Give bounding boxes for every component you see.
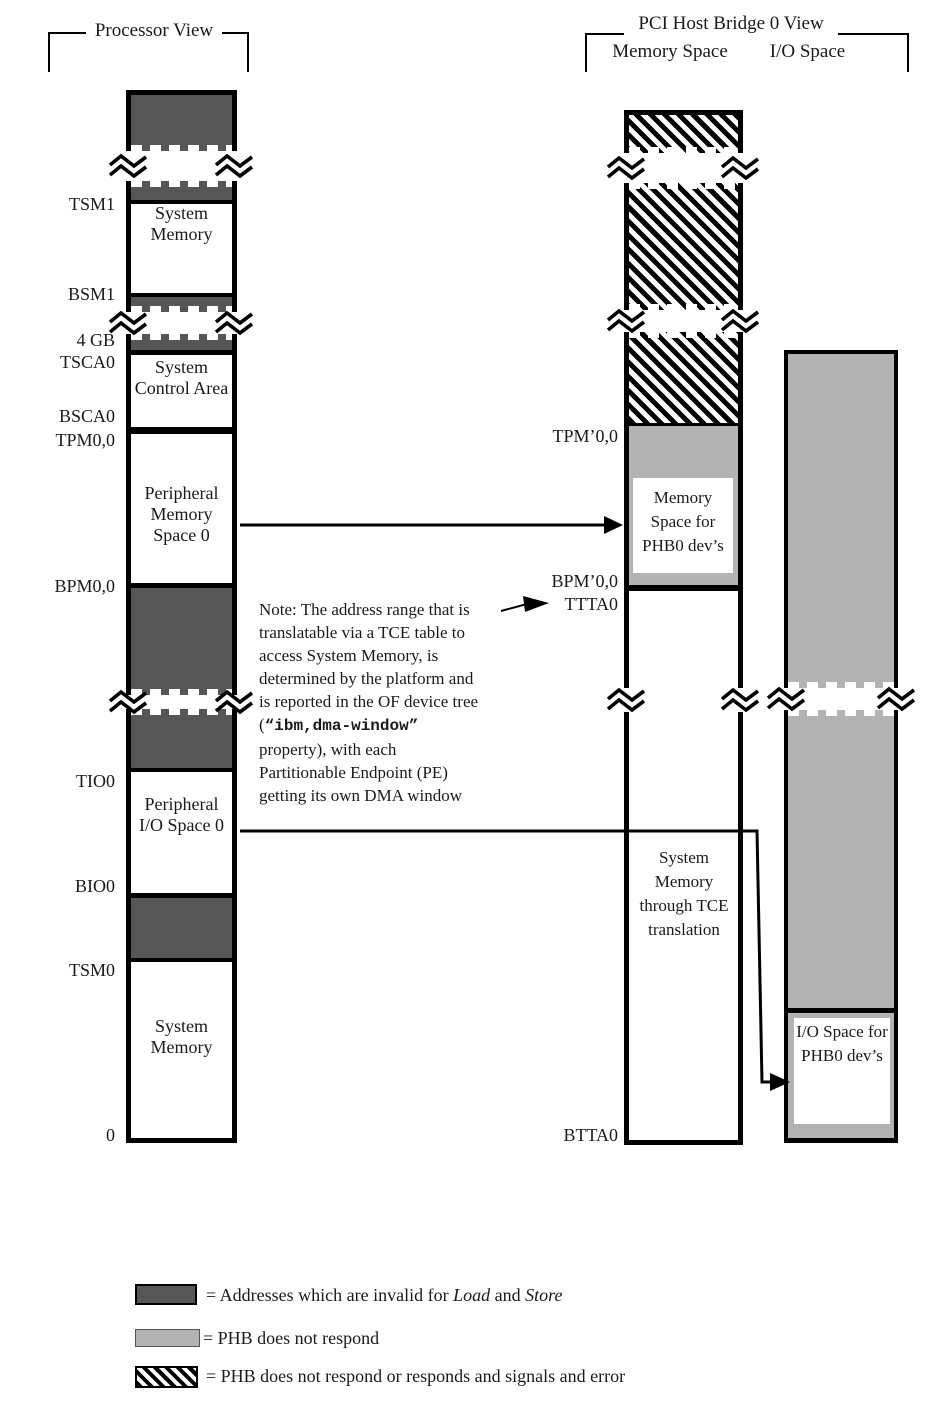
phbio-divider-line: [784, 1008, 898, 1013]
break-zigzag-icon: [720, 687, 760, 713]
tpm-p00-line: [624, 423, 743, 426]
region-system-control-area: System Control Area: [134, 357, 229, 398]
label-tsca0: TSCA0: [59, 352, 115, 372]
label-tio0: TIO0: [76, 771, 115, 791]
label-tpm00: TPM0,0: [55, 430, 115, 450]
note-line: determined by the platform and: [259, 669, 474, 688]
phbmem-error-region: [629, 183, 738, 310]
tio0-line: [126, 768, 237, 772]
note-dma-window-property: “ibm,dma-window”: [264, 717, 419, 735]
legend-invalid-mid: and: [490, 1285, 526, 1305]
phbio-no-respond-region-top: [788, 354, 894, 688]
note-line: translatable via a TCE table to: [259, 623, 465, 642]
tsca0-line: [126, 350, 237, 355]
phbmem-memory-space-box: Memory Space for PHB0 dev’s: [633, 478, 733, 573]
label-tpm-p00: TPM’0,0: [552, 426, 618, 446]
phbio-col-top-line: [784, 350, 898, 354]
phb-io-space-header: I/O Space: [769, 41, 846, 62]
legend-text-no-respond: = PHB does not respond: [203, 1328, 380, 1348]
label-bsca0: BSCA0: [58, 406, 115, 426]
label-bpm00: BPM0,0: [54, 576, 115, 596]
break-zigzag-icon: [214, 689, 254, 715]
break-zigzag-icon: [214, 153, 254, 179]
region-peripheral-memory-space: Peripheral Memory Space 0: [144, 483, 219, 545]
bsm1-line: [126, 293, 237, 297]
region-system-memory-hi: System Memory: [150, 203, 213, 244]
note-line-mono: [259, 713, 519, 738]
break-zigzag-icon: [720, 308, 760, 334]
break-zigzag-icon: [766, 686, 806, 712]
label-btta0: BTTA0: [563, 1125, 618, 1145]
break-zigzag-icon: [606, 308, 646, 334]
phbmem-break-dash: [629, 183, 738, 189]
proc-invalid-region: [131, 709, 232, 768]
note-line: Partitionable Endpoint (PE): [259, 763, 448, 782]
note-paren: (: [259, 715, 265, 734]
processor-view-header: Processor View: [86, 20, 222, 42]
phbmem-col-bottom-line: [624, 1140, 743, 1145]
label-bio0: BIO0: [75, 876, 115, 896]
proc-col-bottom-line: [126, 1138, 237, 1143]
phbio-col-right-border: [894, 350, 898, 1143]
proc-invalid-region-top: [131, 95, 232, 151]
legend-swatch-no-respond: [135, 1329, 200, 1347]
proc-col-left-border: [126, 90, 131, 1143]
tsm0-line: [126, 958, 237, 962]
phb-view-header: PCI Host Bridge 0 View: [624, 13, 838, 35]
note-line: is reported in the OF device tree: [259, 692, 479, 711]
legend-swatch-respond-error: [135, 1366, 198, 1388]
break-zigzag-icon: [606, 687, 646, 713]
phbio-col-bottom-line: [784, 1138, 898, 1143]
note-line: Note: The address range that is: [259, 600, 470, 619]
phbio-io-space-box: I/O Space for PHB0 dev’s: [794, 1018, 890, 1124]
proc-col-right-border: [232, 90, 237, 1143]
bio0-line: [126, 893, 237, 898]
phbio-col-left-border: [784, 350, 788, 1143]
memory-map-arrowhead-icon: [604, 516, 623, 534]
break-zigzag-icon: [606, 155, 646, 181]
break-zigzag-icon: [720, 155, 760, 181]
label-bsm1: BSM1: [67, 284, 115, 304]
proc-col-top-line: [126, 90, 237, 95]
label-bpm-p00: BPM’0,0: [551, 571, 618, 591]
break-zigzag-icon: [108, 689, 148, 715]
proc-break-dash: [131, 181, 232, 187]
label-zero: 0: [106, 1125, 115, 1145]
legend-text-invalid: [206, 1285, 562, 1306]
tce-note: [259, 598, 519, 807]
label-ttta0: TTTA0: [564, 594, 618, 614]
legend-swatch-invalid: [135, 1284, 197, 1305]
break-zigzag-icon: [876, 686, 916, 712]
phbmem-error-region: [629, 332, 738, 423]
note-line: access System Memory, is: [259, 646, 439, 665]
region-peripheral-io-space: Peripheral I/O Space 0: [139, 794, 224, 835]
phbmem-col-top-line: [624, 110, 743, 115]
legend-invalid-before: = Addresses which are invalid for: [206, 1285, 454, 1305]
break-zigzag-icon: [108, 153, 148, 179]
phbmem-col-left-border: [624, 110, 629, 1145]
break-zigzag-icon: [214, 310, 254, 336]
label-4gb: 4 GB: [76, 330, 115, 350]
proc-invalid-region: [131, 898, 232, 958]
note-line: property), with each: [259, 740, 397, 759]
legend-text-respond-error: = PHB does not respond or responds and signals and error: [206, 1366, 626, 1386]
phbio-no-respond-region: [788, 710, 894, 1008]
region-system-memory-lo: System Memory: [150, 1016, 213, 1057]
note-line: getting its own DMA window: [259, 786, 463, 805]
phb-memory-space-header: Memory Space: [612, 41, 728, 62]
label-tsm0: TSM0: [68, 960, 115, 980]
bpm-p00-ttta0-line: [624, 585, 743, 591]
proc-invalid-region: [131, 588, 232, 695]
label-tsm1: TSM1: [68, 194, 115, 214]
legend-invalid-load: Load: [453, 1285, 491, 1305]
bsca0-tpm00-line: [126, 427, 237, 434]
region-tce-translation: System Memory through TCE translation: [639, 848, 729, 939]
bpm00-line: [126, 583, 237, 588]
phbmem-col-right-border: [738, 110, 743, 1145]
proc-break-dash: [131, 145, 232, 151]
legend-invalid-store: Store: [525, 1285, 563, 1305]
phbmem-break-dash: [629, 147, 738, 153]
